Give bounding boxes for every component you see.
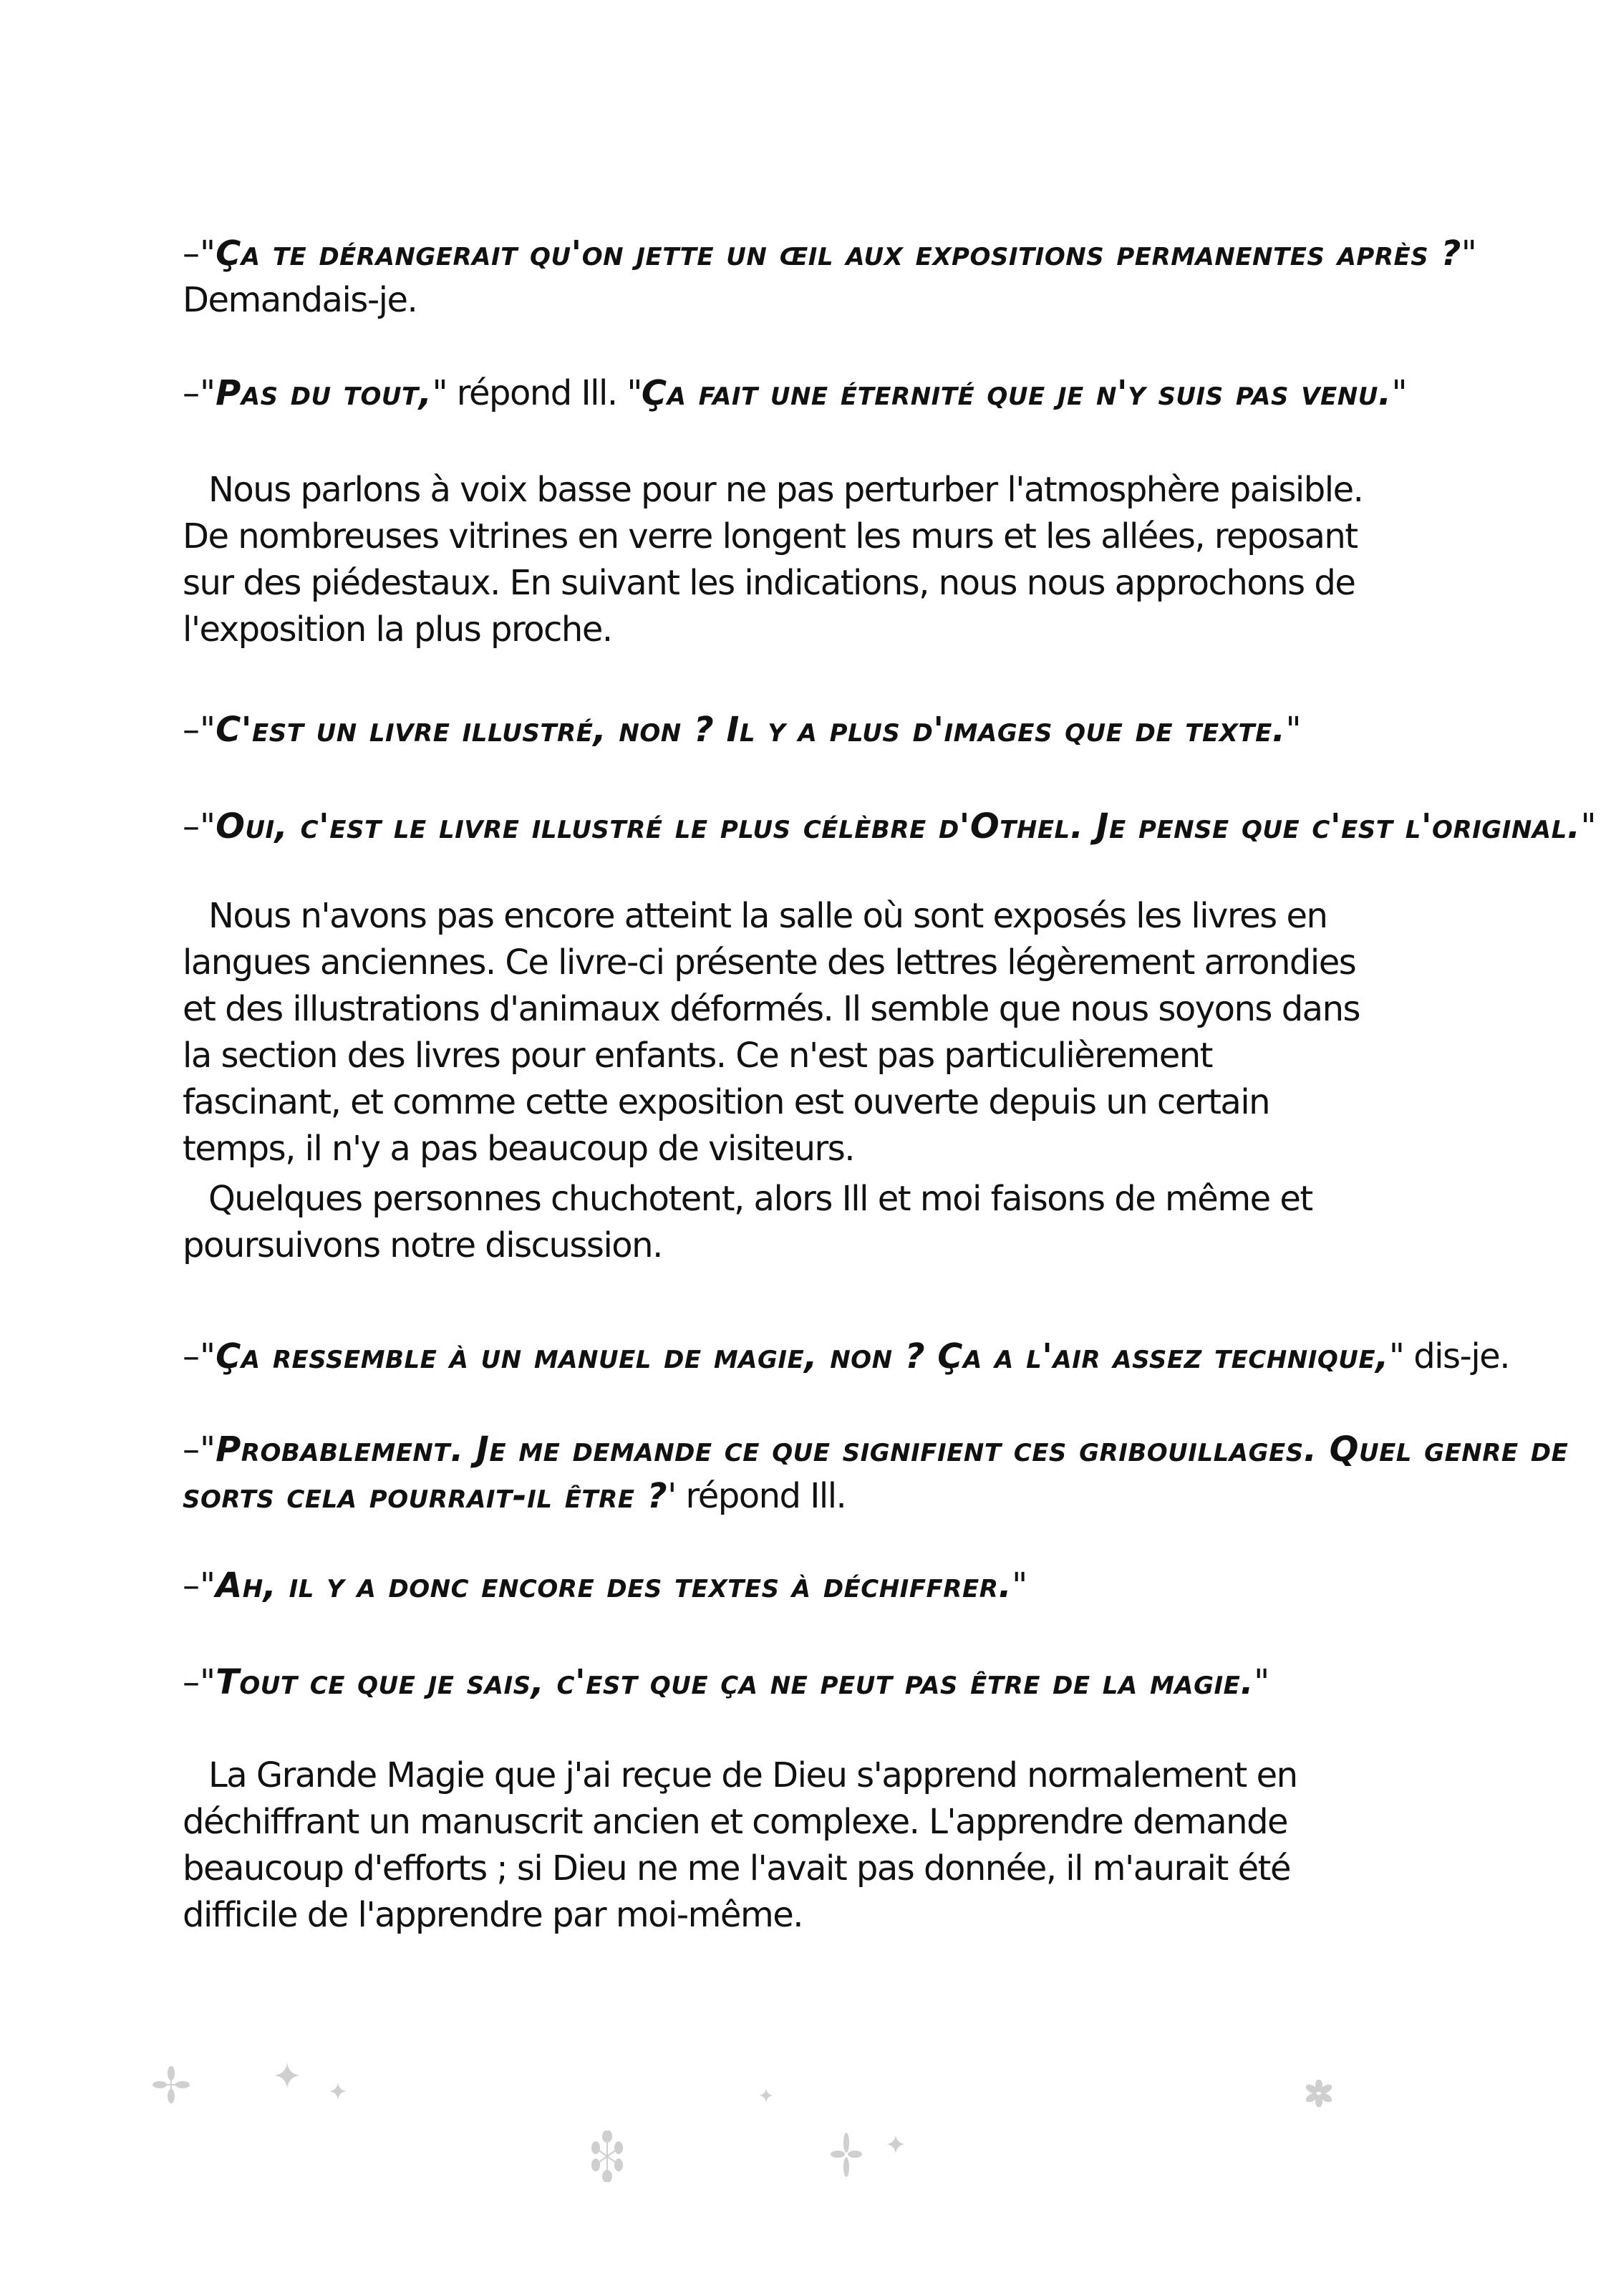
- paragraph-line: fascinant, et comme cette exposition est ouverte depuis un certain: [183, 1082, 1270, 1122]
- dialogue-tag: " dis-je.: [1388, 1336, 1509, 1376]
- quote-open: –": [183, 1429, 216, 1470]
- quote-open: –": [183, 233, 216, 274]
- quote-open: –": [183, 1336, 216, 1376]
- dialogue-text: sorts cela pourrait-il être ?: [183, 1476, 668, 1516]
- flower-cross-icon: [831, 2133, 862, 2177]
- paragraph-line: beaucoup d'efforts ; si Dieu ne me l'avait pas donnée, il m'aurait été: [183, 1848, 1290, 1889]
- paragraph-line: sur des piédestaux. En suivant les indications, nous nous approchons de: [183, 563, 1355, 603]
- quote-close: ": [1580, 806, 1597, 846]
- dialogue-line: [183, 1476, 846, 1516]
- dialogue-text: Ça fait une éternité que je n'y suis pas venu.: [641, 373, 1392, 413]
- paragraph-line: temps, il n'y a pas beaucoup de visiteurs.: [183, 1129, 854, 1169]
- dialogue-line: [183, 710, 1302, 750]
- sparkle-icon: [274, 2063, 300, 2088]
- quote-close: ": [1012, 1566, 1028, 1606]
- quote-open: –": [183, 806, 216, 846]
- asterisk-flower-icon: [1306, 2080, 1332, 2107]
- paragraph-line: La Grande Magie que j'ai reçue de Dieu s'apprend normalement en: [208, 1755, 1297, 1795]
- dialogue-text: Oui, c'est le livre illustré le plus célèbre d'Othel. Je pense que c'est l'original.: [216, 806, 1581, 846]
- paragraph-line: Nous n'avons pas encore atteint la salle où sont exposés les livres en: [208, 896, 1327, 936]
- flower-cross-icon: [153, 2066, 190, 2103]
- paragraph-line: la section des livres pour enfants. Ce n'est pas particulièrement: [183, 1036, 1212, 1076]
- paragraph-line: Quelques personnes chuchotent, alors Ill et moi faisons de même et: [208, 1179, 1312, 1219]
- paragraph-line: poursuivons notre discussion.: [183, 1225, 662, 1265]
- dialogue-text: Tout ce que je sais, c'est que ça ne peut pas être de la magie.: [216, 1662, 1254, 1702]
- quote-open: –": [183, 1662, 216, 1702]
- paragraph-line: déchiffrant un manuscrit ancien et complexe. L'apprendre demande: [183, 1802, 1288, 1842]
- paragraph-line: l'exposition la plus proche.: [183, 609, 612, 650]
- quote-open: –": [183, 710, 216, 750]
- dialogue-line: [183, 233, 1477, 274]
- dialogue-text: Ça te dérangerait qu'on jette un œil aux expositions permanentes après ?: [216, 233, 1461, 274]
- dialogue-tag: ' répond Ill.: [667, 1476, 846, 1516]
- quote-open: –": [183, 373, 216, 413]
- snowflake-icon: [591, 2131, 624, 2182]
- quote-close: ": [1254, 1662, 1270, 1702]
- dialogue-text: Ça ressemble à un manuel de magie, non ? Ça a l'air assez technique,: [216, 1336, 1389, 1376]
- sparkle-icon: [329, 2083, 347, 2100]
- dialogue-tag: " répond Ill. ": [432, 373, 642, 413]
- paragraph-line: difficile de l'apprendre par moi-même.: [183, 1895, 803, 1935]
- dialogue-line: [183, 1566, 1028, 1606]
- quote-close: ": [1391, 373, 1408, 413]
- quote-close: ": [1461, 233, 1477, 274]
- quote-open: –": [183, 1566, 216, 1606]
- paragraph-line: Nous parlons à voix basse pour ne pas perturber l'atmosphère paisible.: [208, 470, 1363, 510]
- paragraph-line: et des illustrations d'animaux déformés. Il semble que nous soyons dans: [183, 989, 1360, 1029]
- quote-close: ": [1285, 710, 1302, 750]
- dialogue-text: Probablement. Je me demande ce que signifient ces gribouillages. Quel genre de: [216, 1429, 1569, 1470]
- dialogue-text: C'est un livre illustré, non ? Il y a plus d'images que de texte.: [216, 710, 1286, 750]
- paragraph-line: De nombreuses vitrines en verre longent les murs et les allées, reposant: [183, 516, 1358, 556]
- narration-line: Demandais-je.: [183, 280, 417, 320]
- paragraph-line: langues anciennes. Ce livre-ci présente des lettres légèrement arrondies: [183, 942, 1356, 983]
- sparkle-icon: [886, 2132, 905, 2156]
- dialogue-line: [183, 806, 1597, 846]
- dialogue-line: [183, 1662, 1270, 1702]
- sparkle-icon: [759, 2088, 773, 2103]
- dialogue-line: [183, 1336, 1509, 1376]
- dialogue-text: Pas du tout,: [216, 373, 432, 413]
- dialogue-text: Ah, il y a donc encore des textes à déchiffrer.: [216, 1566, 1012, 1606]
- dialogue-line: [183, 1429, 1569, 1470]
- dialogue-line: [183, 373, 1408, 413]
